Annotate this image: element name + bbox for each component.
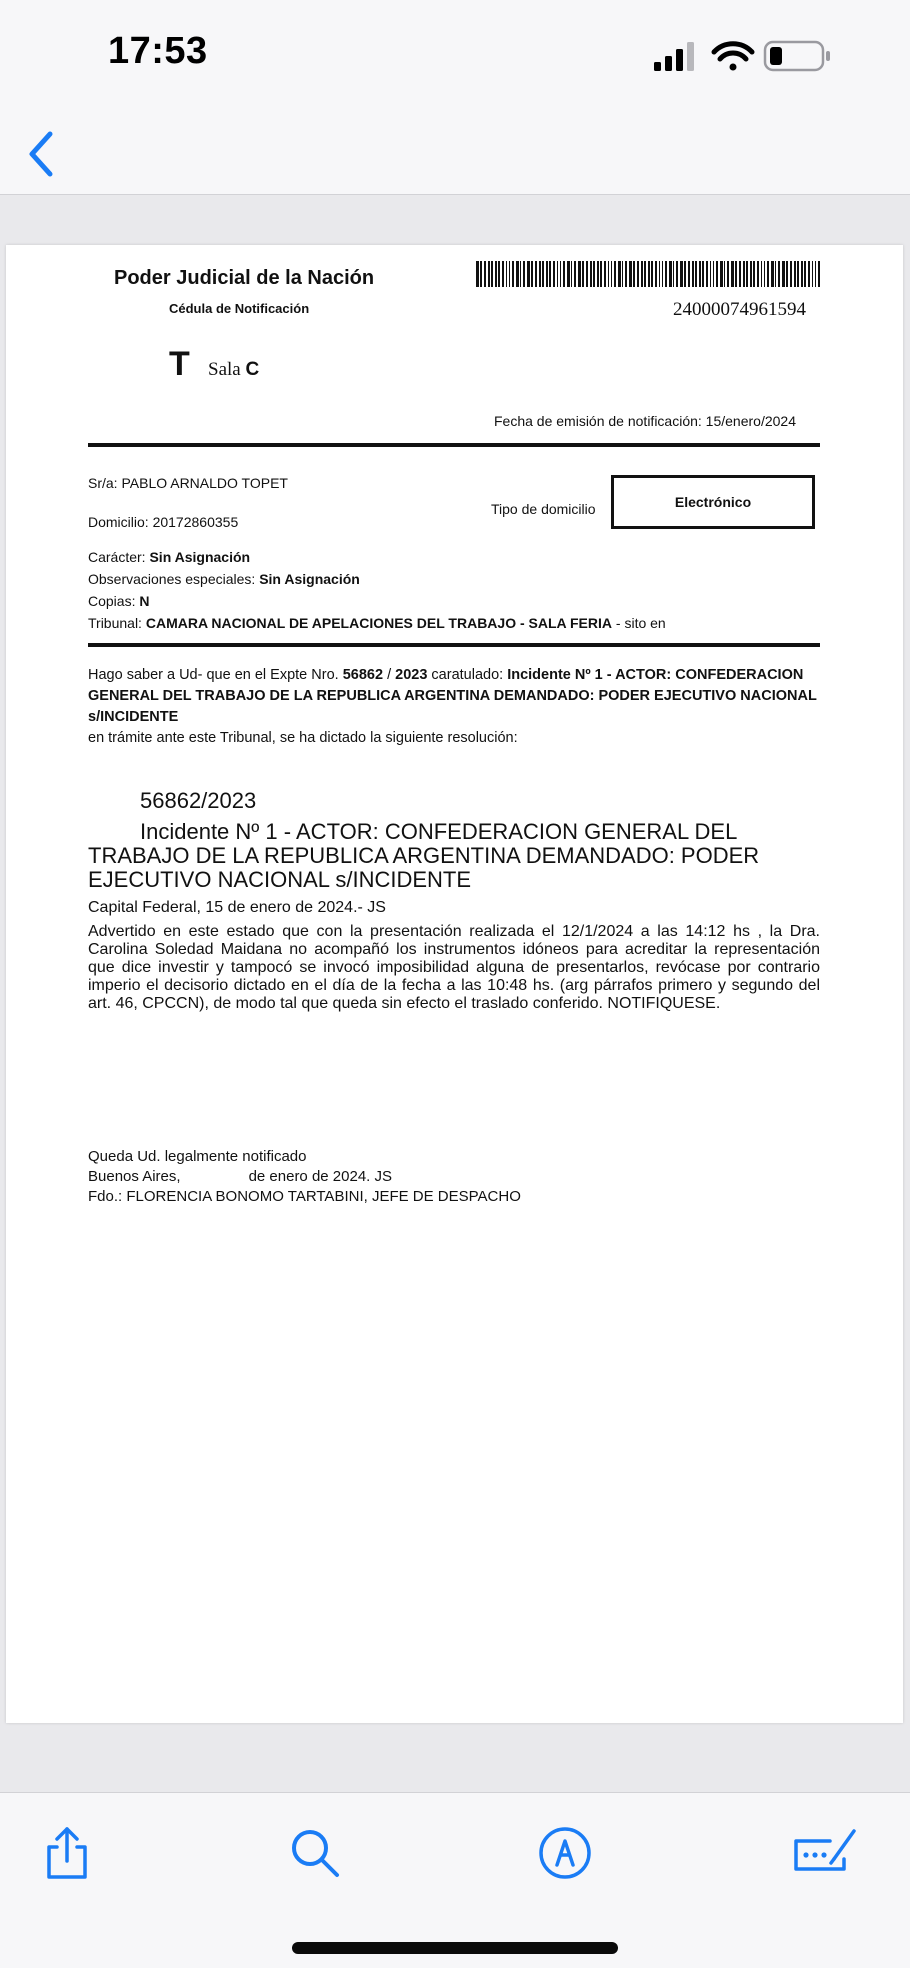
notification-intro (88, 665, 828, 749)
sala (208, 359, 259, 381)
share-icon (37, 1823, 97, 1883)
incidente-title (88, 820, 822, 892)
domicilio-value: 20172860355 (152, 514, 239, 530)
copias-label: Copias: (88, 593, 136, 609)
caratulado-label: caratulado: (431, 667, 504, 683)
domicilio-label: Domicilio: (88, 514, 149, 530)
expte-full: 56862/2023 (140, 788, 257, 813)
tribunal-value: CAMARA NACIONAL DE APELACIONES DEL TRABAJO - SALA FERIA (145, 615, 613, 631)
caracter-value: Sin Asignación (149, 549, 251, 565)
signature-line: Fdo.: FLORENCIA BONOMO TARTABINI, JEFE DE DESPACHO (88, 1188, 521, 1205)
status-icons-svg (640, 36, 840, 76)
observaciones (88, 571, 360, 587)
barcode-number: 24000074961594 (673, 299, 806, 320)
copias (88, 593, 149, 609)
expte-sep: / (387, 667, 392, 683)
observaciones-value: Sin Asignación (259, 571, 360, 587)
buenos-aires: Buenos Aires, (88, 1168, 181, 1185)
cellular-signal-icon (654, 42, 694, 71)
notified-line: Queda Ud. legalmente notificado (88, 1148, 307, 1165)
wifi-icon (714, 44, 752, 71)
copias-value: N (139, 593, 150, 609)
battery-icon (765, 42, 830, 70)
domicilio (88, 514, 238, 530)
caracter (88, 549, 250, 565)
markup-button[interactable] (535, 1823, 595, 1883)
tipo-domicilio-label: Tipo de domicilio (491, 501, 596, 517)
tribunal-suffix: - sito en (615, 615, 666, 631)
tribunal (88, 615, 666, 631)
letter-code: T (169, 345, 190, 383)
document-page (6, 245, 903, 1723)
intro-prefix: Hago saber a Ud- que en el Expte Nro. (88, 667, 339, 683)
barcode-image (476, 261, 820, 287)
status-bar (0, 0, 910, 110)
nav-bar (0, 110, 910, 195)
divider-top (88, 443, 820, 447)
document-type: Cédula de Notificación (169, 301, 310, 316)
date-line (88, 1168, 392, 1185)
chevron-left-icon (22, 124, 62, 184)
addressee-label: Sr/a: (88, 475, 118, 491)
tipo-domicilio-value: Electrónico (674, 494, 752, 510)
caratula: Incidente Nº 1 - ACTOR: CONFEDERACION GENERAL DEL TRABAJO DE LA REPUBLICA ARGENTINA DEMANDADO: PODER EJECUTIVO NACIONAL s/INCIDENTE (88, 667, 817, 725)
court-name: Poder Judicial de la Nación (114, 267, 375, 289)
addressee (88, 475, 288, 491)
tipo-domicilio-box (611, 475, 815, 529)
home-indicator[interactable] (292, 1942, 618, 1954)
back-button[interactable] (22, 124, 62, 184)
markup-pen-icon (535, 1823, 595, 1883)
addressee-value: PABLO ARNALDO TOPET (121, 475, 288, 491)
capital-line: Capital Federal, 15 de enero de 2024.- JS (88, 899, 386, 916)
status-icons (640, 36, 840, 76)
sala-label: Sala (208, 359, 241, 380)
divider-middle (88, 643, 820, 647)
incidente-title-text: Incidente Nº 1 - ACTOR: CONFEDERACION GENERAL DEL TRABAJO DE LA REPUBLICA ARGENTINA DEMANDADO: PODER EJECUTIVO NACIONAL s/INCIDENTE (88, 819, 760, 892)
intro-suffix: en trámite ante este Tribunal, se ha dictado la siguiente resolución: (88, 730, 518, 746)
search-button[interactable] (285, 1823, 345, 1883)
search-icon (285, 1823, 345, 1883)
expte-year: 2023 (395, 667, 428, 683)
tribunal-label: Tribunal: (88, 615, 142, 631)
caracter-label: Carácter: (88, 549, 146, 565)
share-button[interactable] (37, 1823, 97, 1883)
document-viewer[interactable] (0, 195, 910, 1792)
emission-date: Fecha de emisión de notificación: 15/enero/2024 (494, 413, 796, 429)
buenos-aires-date: de enero de 2024. JS (248, 1168, 393, 1185)
expte-nro: 56862 (342, 667, 384, 683)
signature-button[interactable] (790, 1823, 860, 1883)
sala-value: C (245, 359, 260, 380)
resolution-text: Advertido en este estado que con la presentación realizada el 12/1/2024 a las 14:12 hs , la Dra. Carolina Soledad Maidana no acompañó los instrumentos idóneos para acreditar la representación que dice investir y tampocó se invocó imposibilidad alguna de presentarlos, revócase por contrario imperio el decisorio dictado en el día de la fecha a las 10:48 hs. (arg párrafos primero y segundo del art. 46, CPCCN), de modo tal que queda sin efecto el traslado conferido. NOTIFIQUESE. (88, 923, 820, 1012)
observaciones-label: Observaciones especiales: (88, 571, 256, 587)
status-time: 17:53 (108, 30, 208, 72)
signature-icon (790, 1823, 860, 1883)
